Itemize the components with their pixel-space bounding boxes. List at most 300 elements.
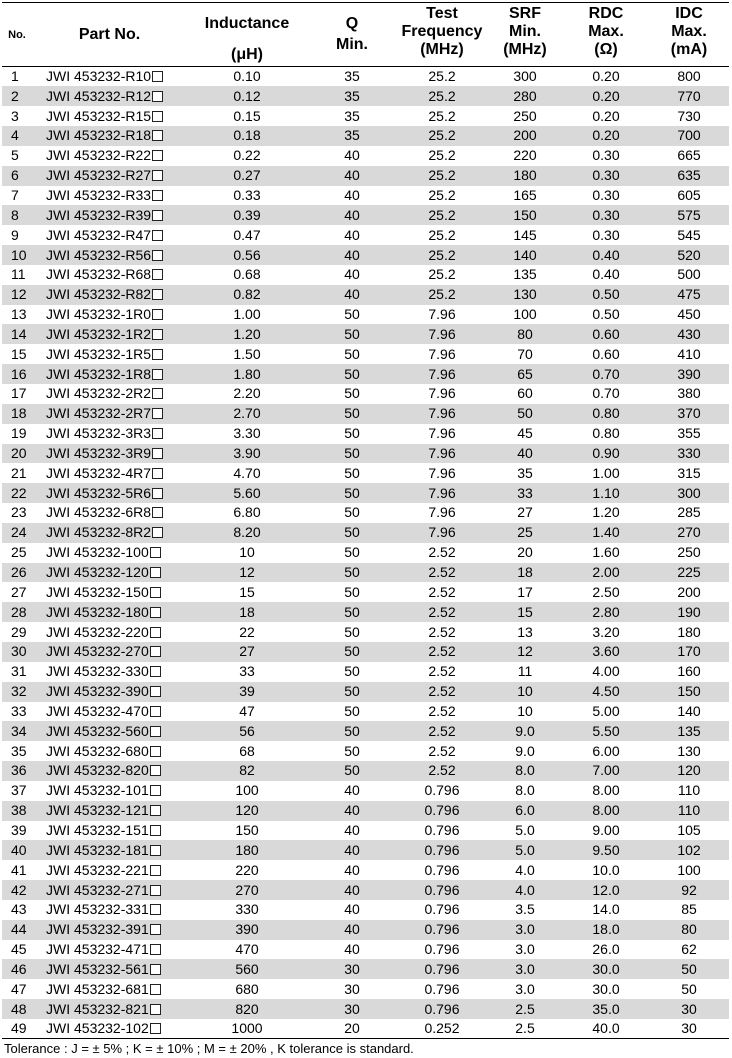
table-body <box>2 67 729 1039</box>
part-number-text: JWI 453232-6R8 <box>46 504 152 521</box>
tolerance-code-box <box>152 150 163 161</box>
tolerance-code-box <box>152 408 163 419</box>
part-number-text: JWI 453232-390 <box>46 683 149 700</box>
inductance: 39 <box>187 682 307 702</box>
q-min: 50 <box>344 385 360 402</box>
inductance: 56 <box>187 721 307 741</box>
row-no: 1 <box>11 68 19 85</box>
idc-max: 430 <box>649 324 729 344</box>
idc-max: 700 <box>649 126 729 146</box>
srf-min: 25 <box>487 523 563 543</box>
srf-min: 130 <box>487 285 563 305</box>
part-number-text: JWI 453232-R47 <box>46 226 152 243</box>
q-min: 40 <box>344 861 360 878</box>
test-frequency: 25.2 <box>397 245 487 265</box>
inductance: 33 <box>239 663 255 680</box>
q-min: 50 <box>307 324 397 344</box>
tolerance-code-box <box>150 627 161 638</box>
header-inductance-title: Inductance <box>204 15 290 32</box>
part-number-text: JWI 453232-150 <box>46 583 149 600</box>
part-number-text: JWI 453232-5R6 <box>46 484 152 501</box>
table-row <box>2 563 729 583</box>
table-row <box>2 483 729 503</box>
header-rdc <box>563 3 649 67</box>
part-number <box>32 225 187 245</box>
test-frequency: 7.96 <box>428 504 456 521</box>
rdc-max: 0.70 <box>563 364 649 384</box>
inductance: 27 <box>187 642 307 662</box>
rdc-max: 9.00 <box>592 821 620 838</box>
part-number <box>32 979 187 999</box>
row-no: 37 <box>11 782 27 799</box>
table-row <box>2 285 729 305</box>
table-row <box>2 146 729 166</box>
srf-min: 70 <box>517 345 533 362</box>
row-no: 14 <box>2 324 32 344</box>
tolerance-code-box <box>150 646 161 657</box>
row-no: 46 <box>2 959 32 979</box>
row-no: 8 <box>2 205 32 225</box>
srf-min: 4.0 <box>487 880 563 900</box>
header-rdc-l2: Max. <box>588 23 624 40</box>
rdc-max: 1.40 <box>563 523 649 543</box>
header-inductance-unit: (μH) <box>231 46 263 63</box>
rdc-max: 0.30 <box>563 166 649 186</box>
rdc-max: 35.0 <box>563 999 649 1019</box>
q-min: 50 <box>344 345 360 362</box>
srf-min: 45 <box>517 425 533 442</box>
tolerance-code-box <box>152 269 163 280</box>
part-number-text: JWI 453232-561 <box>46 960 149 977</box>
idc-max: 520 <box>649 245 729 265</box>
table-row <box>2 444 729 464</box>
rdc-max: 7.00 <box>563 761 649 781</box>
q-min: 50 <box>307 444 397 464</box>
table-row <box>2 1019 729 1039</box>
idc-max: 475 <box>649 285 729 305</box>
inductance: 6.80 <box>233 504 261 521</box>
q-min: 50 <box>307 563 397 583</box>
part-number <box>32 424 187 444</box>
rdc-max: 0.20 <box>592 107 620 124</box>
idc-max: 370 <box>649 404 729 424</box>
table-row <box>2 106 729 126</box>
table-row <box>2 979 729 999</box>
part-number <box>32 483 187 503</box>
table-row <box>2 880 729 900</box>
idc-max: 450 <box>677 306 701 323</box>
table-row <box>2 721 729 741</box>
inductance: 18 <box>187 602 307 622</box>
idc-max: 605 <box>677 186 701 203</box>
table-row <box>2 463 729 483</box>
row-no: 18 <box>2 404 32 424</box>
row-no: 28 <box>2 602 32 622</box>
part-number <box>32 860 187 880</box>
test-frequency: 0.796 <box>397 840 487 860</box>
test-frequency: 25.2 <box>428 226 456 243</box>
q-min: 40 <box>344 782 360 799</box>
inductance: 0.33 <box>233 186 261 203</box>
q-min: 35 <box>307 126 397 146</box>
row-no: 23 <box>11 504 27 521</box>
row-no: 27 <box>11 583 27 600</box>
part-number-text: JWI 453232-331 <box>46 901 149 918</box>
q-min: 50 <box>344 425 360 442</box>
rdc-max: 0.40 <box>592 266 620 283</box>
header-srf <box>487 3 563 67</box>
header-idc-l1: IDC <box>675 5 703 22</box>
test-frequency: 25.2 <box>397 166 487 186</box>
inductance: 0.68 <box>233 266 261 283</box>
idc-max: 390 <box>649 364 729 384</box>
rdc-max: 40.0 <box>563 1019 649 1039</box>
header-freq-l3: (MHz) <box>420 41 464 58</box>
inductance: 3.90 <box>187 444 307 464</box>
part-number-text: JWI 453232-3R9 <box>46 444 152 461</box>
srf-min: 50 <box>487 404 563 424</box>
inductance: 150 <box>235 821 259 838</box>
part-number <box>32 900 187 920</box>
header-q <box>307 3 397 67</box>
test-frequency: 0.796 <box>424 782 460 799</box>
part-number <box>32 602 187 622</box>
q-min: 30 <box>307 999 397 1019</box>
test-frequency: 2.52 <box>428 663 456 680</box>
rdc-max: 30.0 <box>592 980 620 997</box>
tolerance-code-box <box>150 587 161 598</box>
part-number <box>32 741 187 761</box>
tolerance-code-box <box>152 289 163 300</box>
test-frequency: 0.796 <box>397 880 487 900</box>
part-number <box>32 463 187 483</box>
part-number-text: JWI 453232-R27 <box>46 167 152 184</box>
rdc-max: 0.90 <box>563 444 649 464</box>
test-frequency: 7.96 <box>397 364 487 384</box>
q-min: 40 <box>307 840 397 860</box>
part-number-text: JWI 453232-R56 <box>46 246 152 263</box>
test-frequency: 7.96 <box>397 404 487 424</box>
q-min: 40 <box>344 226 360 243</box>
idc-max: 30 <box>649 999 729 1019</box>
header-test-frequency <box>397 3 487 67</box>
header-idc <box>649 3 729 67</box>
inductance: 220 <box>235 861 259 878</box>
table-row <box>2 821 729 841</box>
tolerance-code-box <box>150 845 161 856</box>
rdc-max: 0.80 <box>563 404 649 424</box>
row-no: 10 <box>2 245 32 265</box>
part-number-text: JWI 453232-R15 <box>46 107 152 124</box>
table-row <box>2 225 729 245</box>
q-min: 35 <box>344 107 360 124</box>
part-number <box>32 364 187 384</box>
row-no: 43 <box>11 901 27 918</box>
inductance: 0.12 <box>187 86 307 106</box>
tolerance-code-box <box>150 1004 161 1015</box>
idc-max: 160 <box>677 663 701 680</box>
test-frequency: 2.52 <box>428 623 456 640</box>
header-inductance <box>187 3 307 67</box>
test-frequency: 0.796 <box>424 901 460 918</box>
part-number <box>32 503 187 523</box>
tolerance-code-box <box>152 388 163 399</box>
idc-max: 85 <box>681 901 697 918</box>
part-number-text: JWI 453232-821 <box>46 1000 149 1017</box>
srf-min: 165 <box>513 186 537 203</box>
table-row <box>2 582 729 602</box>
tolerance-code-box <box>150 746 161 757</box>
inductance: 0.27 <box>187 166 307 186</box>
part-number <box>32 781 187 801</box>
q-min: 50 <box>344 504 360 521</box>
q-min: 40 <box>344 941 360 958</box>
row-no: 48 <box>2 999 32 1019</box>
tolerance-code-box <box>152 468 163 479</box>
inductance: 100 <box>235 782 259 799</box>
table-row <box>2 126 729 146</box>
row-no: 35 <box>11 742 27 759</box>
srf-min: 80 <box>487 324 563 344</box>
srf-min: 150 <box>487 205 563 225</box>
table-row <box>2 324 729 344</box>
idc-max: 62 <box>681 941 697 958</box>
test-frequency: 25.2 <box>397 205 487 225</box>
tolerance-code-box <box>152 230 163 241</box>
row-no: 30 <box>2 642 32 662</box>
tolerance-code-box <box>150 825 161 836</box>
header-srf-l1: SRF <box>509 5 541 22</box>
idc-max: 225 <box>649 563 729 583</box>
idc-max: 130 <box>677 742 701 759</box>
q-min: 50 <box>344 464 360 481</box>
q-min: 40 <box>307 801 397 821</box>
table-row <box>2 186 729 206</box>
part-number-text: JWI 453232-R68 <box>46 266 152 283</box>
inductance: 0.47 <box>233 226 261 243</box>
part-number-text: JWI 453232-R33 <box>46 186 152 203</box>
idc-max: 285 <box>677 504 701 521</box>
srf-min: 60 <box>517 385 533 402</box>
inductance: 68 <box>239 742 255 759</box>
test-frequency: 7.96 <box>428 385 456 402</box>
table-row <box>2 86 729 106</box>
q-min: 50 <box>344 583 360 600</box>
part-number-text: JWI 453232-1R2 <box>46 325 152 342</box>
inductor-spec-table <box>2 2 729 1039</box>
rdc-max: 8.00 <box>563 801 649 821</box>
row-no: 34 <box>2 721 32 741</box>
q-min: 40 <box>307 205 397 225</box>
part-number-text: JWI 453232-471 <box>46 941 149 958</box>
row-no: 33 <box>11 702 27 719</box>
part-number <box>32 126 187 146</box>
test-frequency: 7.96 <box>428 345 456 362</box>
part-number <box>32 444 187 464</box>
table-row <box>2 940 729 960</box>
srf-min: 300 <box>513 68 537 85</box>
part-number <box>32 940 187 960</box>
inductance: 1.00 <box>233 306 261 323</box>
srf-min: 10 <box>487 682 563 702</box>
idc-max: 190 <box>649 602 729 622</box>
header-freq-l1: Test <box>426 5 458 22</box>
rdc-max: 5.50 <box>563 721 649 741</box>
q-min: 30 <box>344 980 360 997</box>
tolerance-code-box <box>152 170 163 181</box>
rdc-max: 18.0 <box>563 920 649 940</box>
part-number-text: JWI 453232-330 <box>46 663 149 680</box>
row-no: 19 <box>11 425 27 442</box>
row-no: 44 <box>2 920 32 940</box>
inductance: 470 <box>235 941 259 958</box>
table-row <box>2 840 729 860</box>
table-row <box>2 404 729 424</box>
tolerance-code-box <box>150 666 161 677</box>
rdc-max: 4.50 <box>563 682 649 702</box>
tolerance-code-box <box>150 706 161 717</box>
part-number <box>32 801 187 821</box>
tolerance-code-box <box>150 904 161 915</box>
part-number-text: JWI 453232-100 <box>46 544 149 561</box>
q-min: 50 <box>344 544 360 561</box>
test-frequency: 2.52 <box>397 642 487 662</box>
inductance: 0.39 <box>187 205 307 225</box>
tolerance-code-box <box>150 984 161 995</box>
srf-min: 20 <box>517 544 533 561</box>
tolerance-code-box <box>150 547 161 558</box>
table-row <box>2 503 729 523</box>
part-number <box>32 622 187 642</box>
tolerance-code-box <box>152 527 163 538</box>
rdc-max: 0.80 <box>592 425 620 442</box>
table-row <box>2 305 729 325</box>
part-number-text: JWI 453232-221 <box>46 861 149 878</box>
tolerance-code-box <box>152 507 163 518</box>
part-number-text: JWI 453232-680 <box>46 742 149 759</box>
q-min: 50 <box>344 623 360 640</box>
rdc-max: 0.50 <box>563 285 649 305</box>
tolerance-code-box <box>152 329 163 340</box>
part-number <box>32 305 187 325</box>
idc-max: 330 <box>649 444 729 464</box>
row-no: 45 <box>11 941 27 958</box>
row-no: 47 <box>11 980 27 997</box>
idc-max: 180 <box>677 623 701 640</box>
inductance: 1.20 <box>187 324 307 344</box>
test-frequency: 7.96 <box>428 464 456 481</box>
srf-min: 100 <box>513 306 537 323</box>
part-number-text: JWI 453232-R18 <box>46 127 152 144</box>
inductance: 47 <box>239 702 255 719</box>
srf-min: 250 <box>513 107 537 124</box>
row-no: 16 <box>2 364 32 384</box>
inductance: 82 <box>187 761 307 781</box>
test-frequency: 0.252 <box>397 1019 487 1039</box>
part-number-text: JWI 453232-R39 <box>46 206 152 223</box>
q-min: 50 <box>307 682 397 702</box>
srf-min: 2.5 <box>487 1019 563 1039</box>
test-frequency: 2.52 <box>397 682 487 702</box>
table-row <box>2 622 729 642</box>
q-min: 50 <box>344 702 360 719</box>
row-no: 49 <box>2 1019 32 1039</box>
table-row <box>2 424 729 444</box>
idc-max: 105 <box>677 821 701 838</box>
test-frequency: 25.2 <box>397 285 487 305</box>
q-min: 40 <box>307 285 397 305</box>
part-number-text: JWI 453232-2R2 <box>46 385 152 402</box>
row-no: 22 <box>2 483 32 503</box>
srf-min: 40 <box>487 444 563 464</box>
rdc-max: 3.60 <box>563 642 649 662</box>
q-min: 40 <box>307 245 397 265</box>
test-frequency: 7.96 <box>428 306 456 323</box>
q-min: 20 <box>307 1019 397 1039</box>
table-row <box>2 900 729 920</box>
table-row <box>2 166 729 186</box>
table-row <box>2 384 729 404</box>
inductance: 12 <box>187 563 307 583</box>
rdc-max: 0.40 <box>563 245 649 265</box>
inductance: 15 <box>239 583 255 600</box>
srf-min: 9.0 <box>515 742 535 759</box>
part-number <box>32 563 187 583</box>
tolerance-code-box <box>150 805 161 816</box>
tolerance-code-box <box>152 428 163 439</box>
inductance: 0.10 <box>233 68 261 85</box>
test-frequency: 2.52 <box>428 583 456 600</box>
tolerance-code-box <box>150 607 161 618</box>
idc-max: 300 <box>649 483 729 503</box>
part-number <box>32 186 187 206</box>
rdc-max: 3.20 <box>592 623 620 640</box>
tolerance-code-box <box>152 448 163 459</box>
header-freq-l2: Frequency <box>401 23 483 40</box>
rdc-max: 12.0 <box>563 880 649 900</box>
rdc-max: 30.0 <box>563 959 649 979</box>
idc-max: 800 <box>677 68 701 85</box>
part-number <box>32 245 187 265</box>
table-row <box>2 245 729 265</box>
test-frequency: 7.96 <box>397 483 487 503</box>
table-row <box>2 959 729 979</box>
q-min: 40 <box>307 920 397 940</box>
q-min: 35 <box>344 68 360 85</box>
q-min: 40 <box>307 880 397 900</box>
idc-max: 30 <box>649 1019 729 1039</box>
tolerance-code-box <box>152 91 163 102</box>
part-number <box>32 840 187 860</box>
inductance: 0.82 <box>187 285 307 305</box>
idc-max: 100 <box>677 861 701 878</box>
rdc-max: 9.50 <box>563 840 649 860</box>
part-number-text: JWI 453232-R22 <box>46 147 152 164</box>
header-part-no: Part No. <box>32 3 187 67</box>
part-number <box>32 662 187 682</box>
row-no: 12 <box>2 285 32 305</box>
rdc-max: 1.60 <box>592 544 620 561</box>
test-frequency: 0.796 <box>397 959 487 979</box>
spec-sheet <box>2 2 729 1039</box>
part-number-text: JWI 453232-3R3 <box>46 425 152 442</box>
table-row <box>2 364 729 384</box>
q-min: 50 <box>307 364 397 384</box>
idc-max: 120 <box>649 761 729 781</box>
q-min: 50 <box>307 404 397 424</box>
q-min: 50 <box>307 523 397 543</box>
test-frequency: 25.2 <box>428 147 456 164</box>
